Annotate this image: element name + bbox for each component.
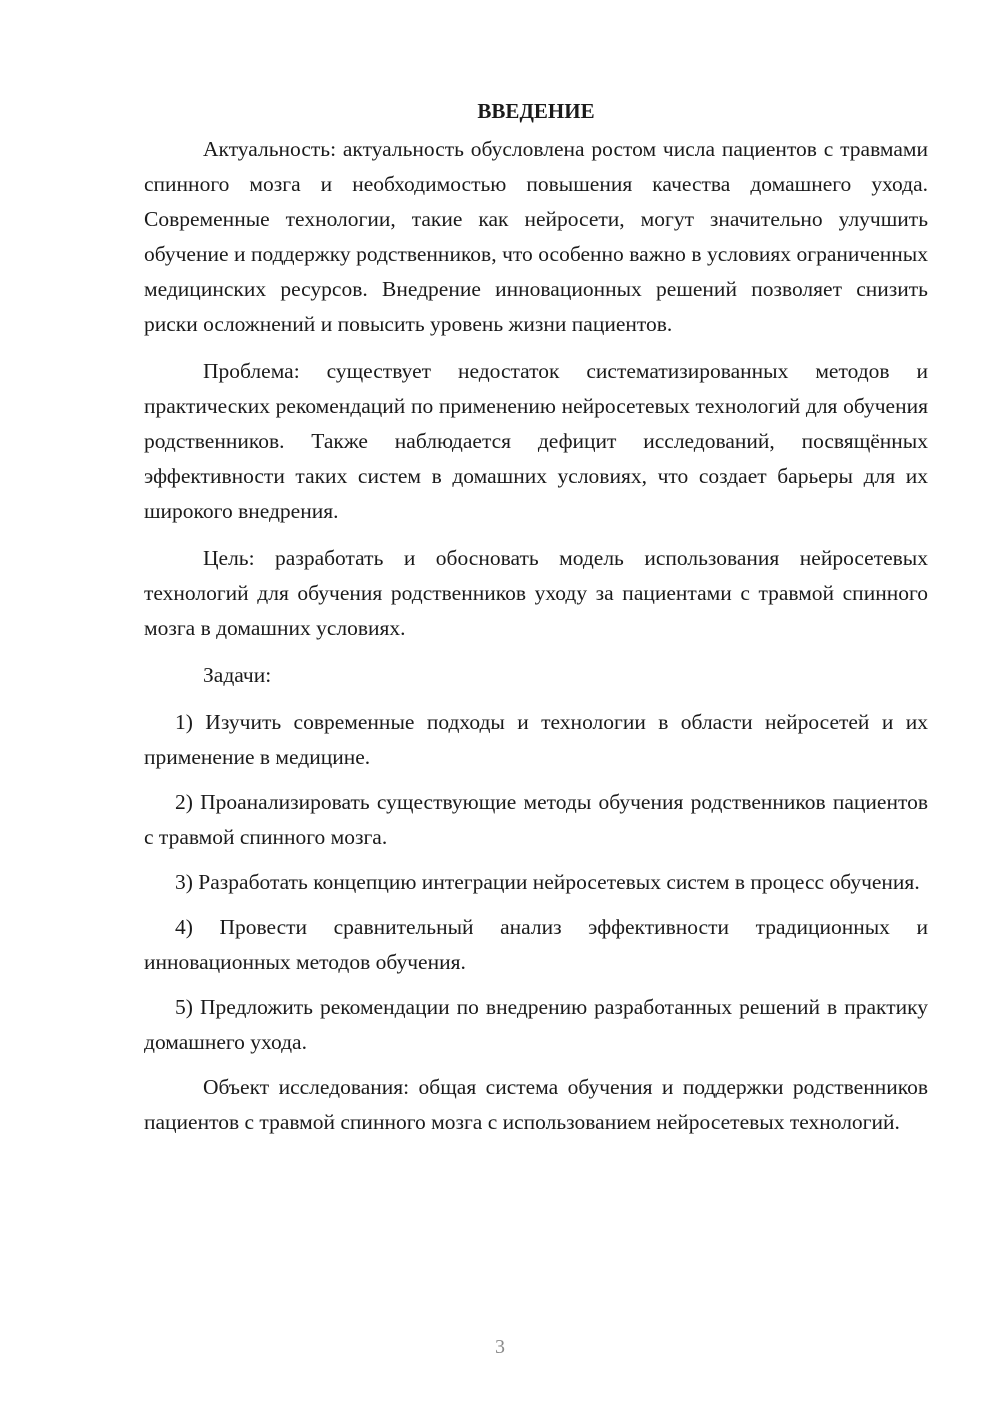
tasks-list	[144, 705, 928, 1060]
document-page	[144, 96, 928, 1152]
tasks-label: Задачи:	[203, 663, 272, 687]
research-object-paragraph: Объект исследования: общая система обучения и поддержки родственников пациентов с травмой спинного мозга с использованием нейросетевых технологий.	[144, 1075, 928, 1134]
task-item: 5) Предложить рекомендации по внедрению разработанных решений в практику домашнего ухода.	[144, 995, 928, 1054]
goal-paragraph: Цель: разработать и обосновать модель использования нейросетевых технологий для обучения родственников уходу за пациентами с травмой спинного мозга в домашних условиях.	[144, 546, 928, 640]
task-item: 2) Проанализировать существующие методы обучения родственников пациентов с травмой спинного мозга.	[144, 790, 928, 849]
problem-paragraph: Проблема: существует недостаток систематизированных методов и практических рекомендаций по применению нейросетевых технологий для обучения родственников. Также наблюдается дефицит исследований, посвящённых эффективности таких систем в домашних условиях, что создает барьеры для их широкого внедрения.	[144, 359, 928, 523]
task-item: 3) Разработать концепцию интеграции нейросетевых систем в процесс обучения.	[175, 870, 920, 894]
task-item: 4) Провести сравнительный анализ эффективности традиционных и инновационных методов обучения.	[144, 915, 928, 974]
section-heading: ВВЕДЕНИЕ	[477, 99, 595, 123]
task-item: 1) Изучить современные подходы и технологии в области нейросетей и их применение в медицине.	[144, 710, 928, 769]
page-number: 3	[495, 1336, 505, 1358]
relevance-paragraph: Актуальность: актуальность обусловлена ростом числа пациентов с травмами спинного мозга и необходимостью повышения качества домашнего ухода. Современные технологии, такие как нейросети, могут значительно улучшить обучение и поддержку родственников, что особенно важно в условиях ограниченных медицинских ресурсов. Внедрение инновационных решений позволяет снизить риски осложнений и повысить уровень жизни пациентов.	[144, 137, 928, 336]
